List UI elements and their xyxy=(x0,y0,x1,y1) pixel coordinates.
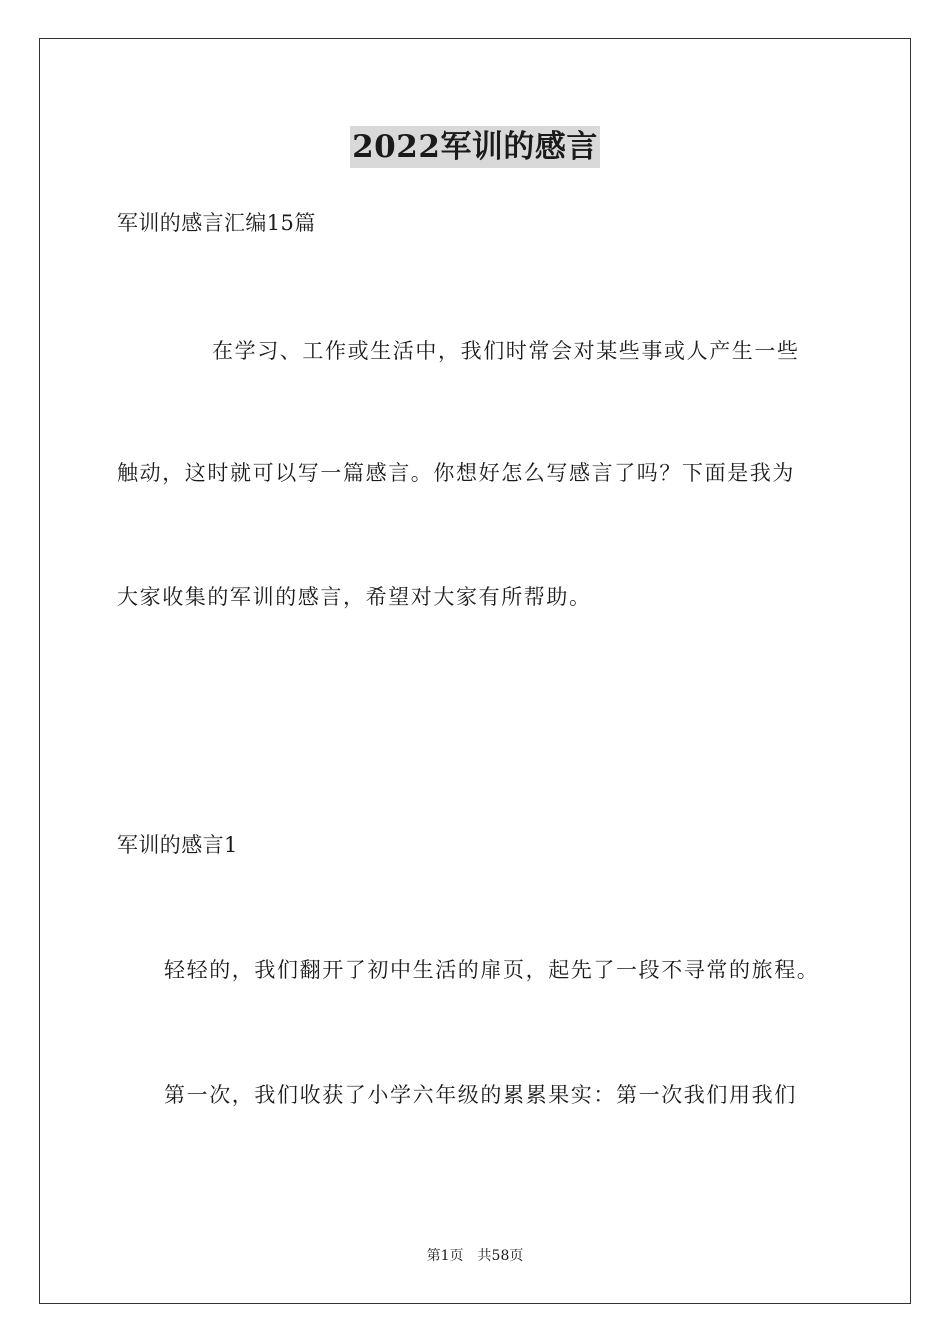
intro-paragraph-line: 在学习、工作或生活中，我们时常会对某些事或人产生一些 xyxy=(212,339,800,363)
page-number: 第1页 xyxy=(426,1248,464,1264)
page-total: 共58页 xyxy=(477,1248,524,1264)
section-paragraph-line: 第一次，我们收获了小学六年级的累累果实：第一次我们用我们 xyxy=(164,1083,797,1107)
page-footer xyxy=(0,1246,950,1266)
title-container xyxy=(0,126,950,168)
section-heading: 军训的感言1 xyxy=(117,833,238,857)
intro-paragraph-line: 大家收集的军训的感言，希望对大家有所帮助。 xyxy=(117,585,592,609)
document-title: 2022军训的感言 xyxy=(350,126,600,168)
document-subtitle: 军训的感言汇编15篇 xyxy=(117,211,316,235)
intro-paragraph-line: 触动，这时就可以写一篇感言。你想好怎么写感言了吗？下面是我为 xyxy=(117,461,795,485)
section-paragraph-line: 轻轻的，我们翻开了初中生活的扉页，起先了一段不寻常的旅程。 xyxy=(164,958,820,982)
